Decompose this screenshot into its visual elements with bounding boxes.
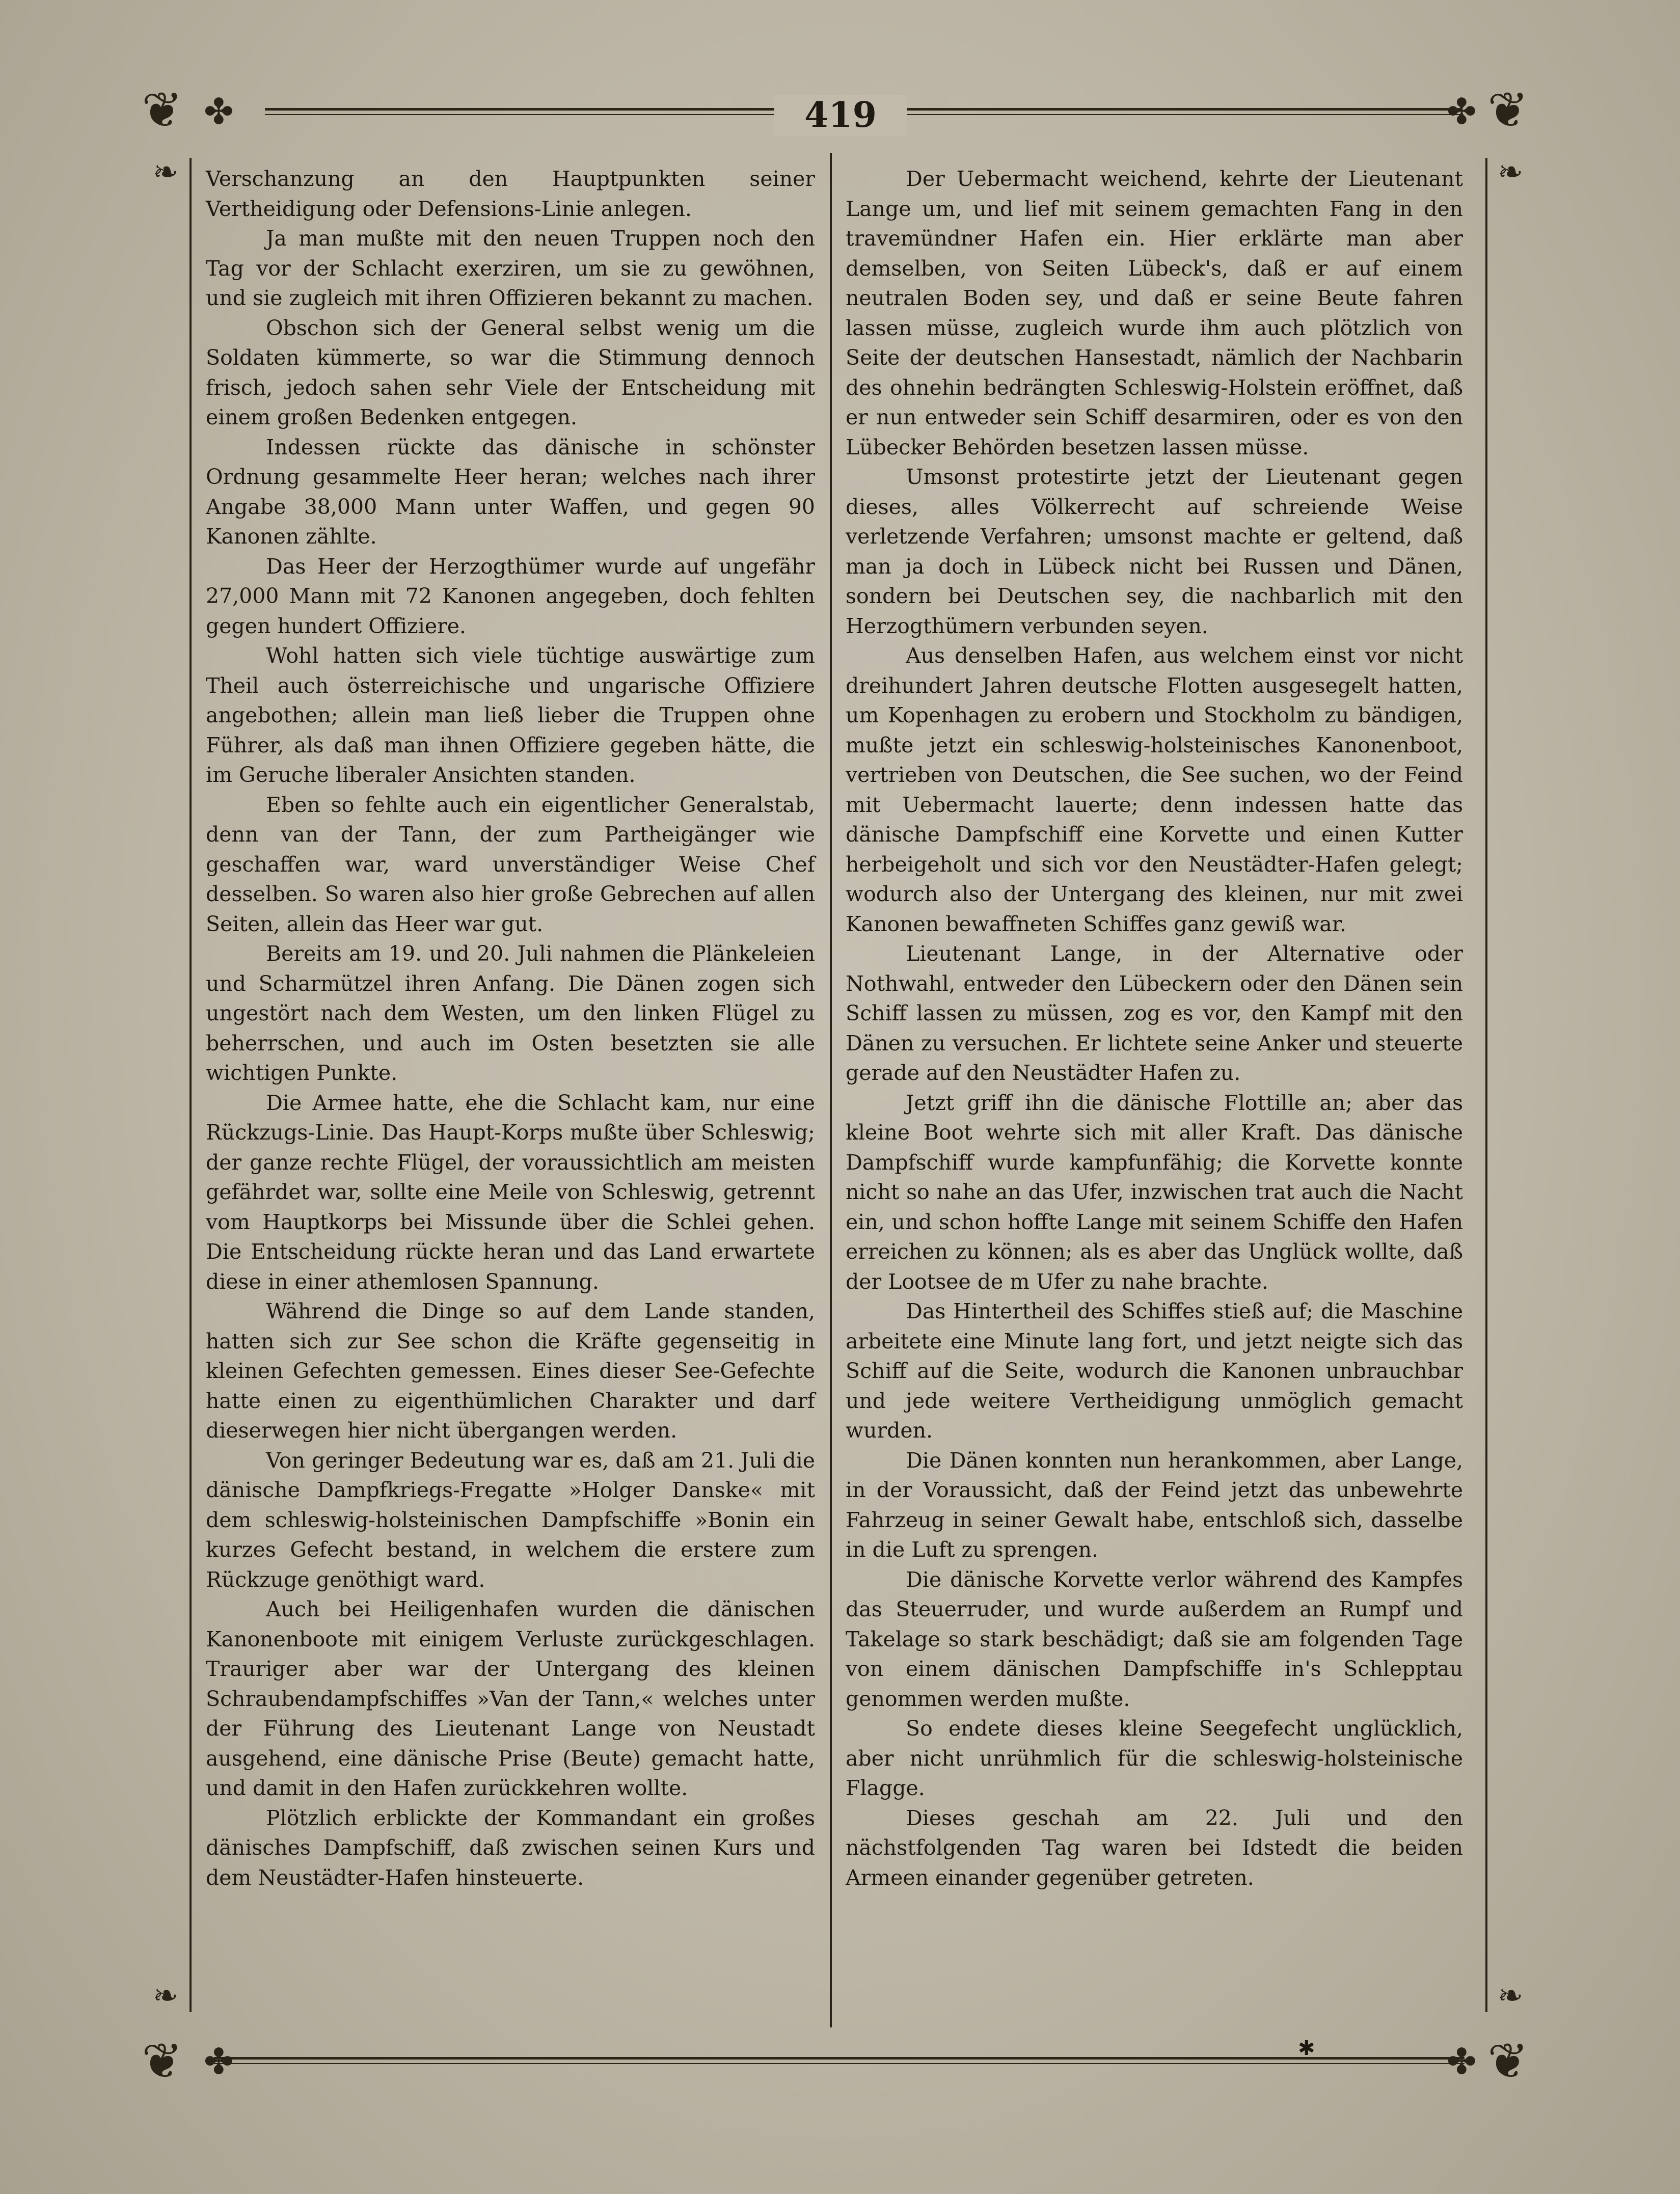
vine-ornament-icon: ❧ bbox=[152, 154, 179, 190]
frame-top-rule bbox=[265, 108, 779, 111]
paragraph: Obschon sich der General selbst wenig um die Soldaten kümmerte, so war die Stimmung dennoch frisch, jedoch sahen sehr Viele der Entscheidung mit einem großen Bedenken entgegen. bbox=[206, 315, 815, 429]
text-column-right bbox=[846, 164, 1463, 1892]
paragraph: Ja man mußte mit den neuen Truppen noch den Tag vor der Schlacht exerziren, um sie zu gewöhnen, und sie zugleich mit ihren Offizieren bekannt zu machen. bbox=[206, 226, 815, 310]
paragraph: Verschanzung an den Hauptpunkten seiner Vertheidigung oder Defensions-Linie anlegen. bbox=[206, 167, 815, 221]
corner-ornament-icon: ❦ bbox=[142, 82, 183, 139]
paragraph: Während die Dinge so auf dem Lande standen, hatten sich zur See schon die Kräfte gegenseitig in kleinen Gefechten gemessen. Eines dieser See-Gefechte hatte einen zu eigenthümlichen Charakter und darf dieserwegen hier nicht übergangen werden. bbox=[206, 1299, 815, 1443]
paragraph: Die dänische Korvette verlor während des Kampfes das Steuerruder, und wurde außerdem an Rumpf und Takelage so stark beschädigt; daß sie am folgenden Tage von einem dänischen Dampfschiffe in's Schlepptau genommen werden mußte. bbox=[846, 1567, 1463, 1711]
paragraph: Plötzlich erblickte der Kommandant ein großes dänisches Dampfschiff, daß zwischen seinen Kurs und dem Neustädter-Hafen hinsteuerte. bbox=[206, 1805, 815, 1890]
paragraph: Umsonst protestirte jetzt der Lieutenant gegen dieses, alles Völkerrecht auf schreiende Weise verletzende Verfahren; umsonst machte er geltend, daß man ja doch in Lübeck nicht bei Russen und Dänen, sondern bei Deutschen sey, die nachbarlich mit den Herzogthümern verbunden seyen. bbox=[846, 465, 1463, 638]
stray-mark-icon: ✱ bbox=[1298, 2037, 1315, 2060]
paragraph: Die Armee hatte, ehe die Schlacht kam, nur eine Rückzugs-Linie. Das Haupt-Korps mußte über Schleswig; der ganze rechte Flügel, der voraussichtlich am meisten gefährdet war, sollte eine Meile von Schleswig, getrennt vom Hauptkorps bei Missunde über die Schlei gehen. Die Entscheidung rückte heran und das Land erwartete diese in einer athemlosen Spannung. bbox=[206, 1090, 815, 1294]
paragraph: Indessen rückte das dänische in schönster Ordnung gesammelte Heer heran; welches nach ihrer Angabe 38,000 Mann unter Waffen, und gegen 90 Kanonen zählte. bbox=[206, 435, 815, 549]
paragraph: Jetzt griff ihn die dänische Flottille an; aber das kleine Boot wehrte sich mit aller Kraft. Das dänische Dampfschiff wurde kampfunfähig; die Korvette konnte nicht so nahe an das Ufer, inzwischen trat auch die Nacht ein, und schon hoffte Lange mit seinem Schiffe den Hafen erreichen zu können; als es aber das Unglück wollte, daß der Lootsee de m Ufer zu nahe brachte. bbox=[846, 1090, 1463, 1294]
frame-left-rule bbox=[189, 158, 192, 2012]
page-number: 419 bbox=[774, 95, 907, 136]
vine-ornament-icon: ❧ bbox=[152, 1978, 179, 2014]
column-divider bbox=[830, 153, 832, 2027]
paragraph: Eben so fehlte auch ein eigentlicher Generalstab, denn van der Tann, der zum Partheigänger wie geschaffen war, ward unverständiger Weise Chef desselben. So waren also hier große Gebrechen auf allen Seiten, allein das Heer war gut. bbox=[206, 792, 815, 936]
frame-right-rule bbox=[1485, 158, 1487, 2012]
corner-ornament-icon: ❦ bbox=[1487, 82, 1529, 139]
paragraph: Von geringer Bedeutung war es, daß am 21. Juli die dänische Dampfkriegs-Fregatte »Holger Danske« mit dem schleswig-holsteinischen Dampfschiffe »Bonin ein kurzes Gefecht bestand, in welchem die erstere zum Rückzuge genöthigt ward. bbox=[206, 1448, 815, 1592]
vine-ornament-icon: ❧ bbox=[1497, 154, 1524, 190]
paragraph: Auch bei Heiligenhafen wurden die dänischen Kanonenboote mit einigem Verluste zurückgeschlagen. Trauriger aber war der Untergang des kleinen Schraubendampfschiffes »Van der Tann,« welches unter der Führung des Lieutenant Lange von Neustadt ausgehend, eine dänische Prise (Beute) gemacht hatte, und damit in den Hafen zurückkehren wollte. bbox=[206, 1597, 815, 1800]
paragraph: Bereits am 19. und 20. Juli nahmen die Plänkeleien und Scharmützel ihren Anfang. Die Dänen zogen sich ungestört nach dem Westen, um den linken Flügel zu beherrschen, und auch im Osten besetzten sie alle wichtigen Punkte. bbox=[206, 941, 815, 1085]
frame-bottom-rule bbox=[214, 2057, 1465, 2060]
frame-top-rule-right bbox=[902, 108, 1462, 111]
flourish-icon: ✤ bbox=[204, 91, 234, 132]
paragraph: Wohl hatten sich viele tüchtige auswärtige zum Theil auch österreichische und ungarische Offiziere angebothen; allein man ließ lieber die Truppen ohne Führer, als daß man ihnen Offiziere gegeben hätte, die im Geruche liberaler Ansichten standen. bbox=[206, 643, 815, 787]
paragraph: Die Dänen konnten nun herankommen, aber Lange, in der Voraussicht, daß der Feind jetzt das unbewehrte Fahrzeug in seiner Gewalt habe, entschloß sich, dasselbe in die Luft zu sprengen. bbox=[846, 1448, 1463, 1562]
paragraph: Lieutenant Lange, in der Alternative oder Nothwahl, entweder den Lübeckern oder den Dänen sein Schiff lassen zu müssen, zog es vor, den Kampf mit den Dänen zu versuchen. Er lichtete seine Anker und steuerte gerade auf den Neustädter Hafen zu. bbox=[846, 941, 1463, 1085]
flourish-icon: ✤ bbox=[204, 2041, 234, 2082]
paragraph: Der Uebermacht weichend, kehrte der Lieutenant Lange um, und lief mit seinem gemachten Fang in den travemündner Hafen ein. Hier erklärte man aber demselben, von Seiten Lübeck's, daß er auf einem neutralen Boden sey, und daß er seine Beute fahren lassen müsse, zugleich wurde ihm auch plötzlich von Seite der deutschen Hansestadt, nämlich der Nachbarin des ohnehin bedrängten Schleswig-Holstein eröffnet, daß er nun entweder sein Schiff desarmiren, oder es von den Lübecker Behörden besetzen lassen müsse. bbox=[846, 167, 1463, 459]
flourish-icon: ✤ bbox=[1447, 2041, 1477, 2082]
paragraph: So endete dieses kleine Seegefecht unglücklich, aber nicht unrühmlich für die schleswig-holsteinische Flagge. bbox=[846, 1716, 1463, 1800]
paragraph: Aus denselben Hafen, aus welchem einst vor nicht dreihundert Jahren deutsche Flotten ausgesegelt hatten, um Kopenhagen zu erobern und Stockholm zu bändigen, mußte jetzt ein schleswig-holsteinisches Kanonenboot, vertrieben von Deutschen, die See suchen, wo der Feind mit Uebermacht lauerte; denn indessen hatte das dänische Dampfschiff eine Korvette und einen Kutter herbeigeholt und sich vor den Neustädter-Hafen gelegt; wodurch also der Untergang des kleinen, nur mit zwei Kanonen bewaffneten Schiffes ganz gewiß war. bbox=[846, 643, 1463, 936]
paragraph: Das Hintertheil des Schiffes stieß auf; die Maschine arbeitete eine Minute lang fort, und jetzt neigte sich das Schiff auf die Seite, wodurch die Kanonen unbrauchbar und jede weitere Vertheidigung unmöglich gemacht wurden. bbox=[846, 1299, 1463, 1443]
vine-ornament-icon: ❧ bbox=[1497, 1978, 1524, 2014]
paragraph: Dieses geschah am 22. Juli und den nächstfolgenden Tag waren bei Idstedt die beiden Armeen einander gegenüber getreten. bbox=[846, 1805, 1463, 1890]
paragraph: Das Heer der Herzogthümer wurde auf ungefähr 27,000 Mann mit 72 Kanonen angegeben, doch fehlten gegen hundert Offiziere. bbox=[206, 554, 815, 638]
text-column-left bbox=[206, 164, 815, 1892]
frame-top-rule-lower bbox=[265, 114, 779, 115]
frame-top-rule-right-lower bbox=[902, 114, 1462, 115]
flourish-icon: ✤ bbox=[1447, 91, 1477, 132]
corner-ornament-icon: ❦ bbox=[142, 2033, 183, 2090]
corner-ornament-icon: ❦ bbox=[1487, 2033, 1529, 2090]
frame-bottom-rule-lower bbox=[214, 2063, 1465, 2064]
